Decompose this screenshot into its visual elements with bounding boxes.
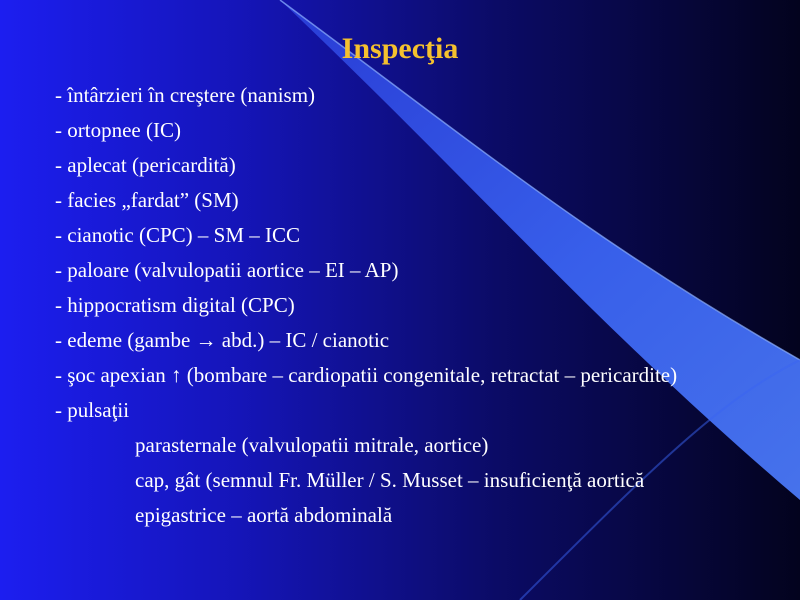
bullet-item: - edeme (gambe → abd.) – IC / cianotic — [55, 328, 390, 352]
bullet-item: - pulsaţii — [55, 398, 130, 422]
bullet-item: - facies „fardat” (SM) — [55, 188, 239, 212]
sub-bullet-item: epigastrice – aortă abdominală — [135, 503, 393, 527]
bullet-item: - şoc apexian ↑ (bombare – cardiopatii congenitale, retractat – pericardite) — [55, 363, 678, 387]
bullet-list — [55, 84, 745, 539]
bullet-item: - hippocratism digital (CPC) — [55, 293, 295, 317]
bullet-item: - aplecat (pericardită) — [55, 153, 236, 177]
bullet-item: - ortopnee (IC) — [55, 118, 181, 142]
bullet-item: - cianotic (CPC) – SM – ICC — [55, 223, 300, 247]
bullet-item: - întârzieri în creştere (nanism) — [55, 83, 316, 107]
sub-bullet-item: parasternale (valvulopatii mitrale, aortice) — [135, 433, 489, 457]
slide-title: Inspecţia — [341, 32, 459, 65]
sub-bullet-item: cap, gât (semnul Fr. Müller / S. Musset – insuficienţă aortică — [135, 468, 645, 492]
bullet-item: - paloare (valvulopatii aortice – EI – AP) — [55, 258, 399, 282]
